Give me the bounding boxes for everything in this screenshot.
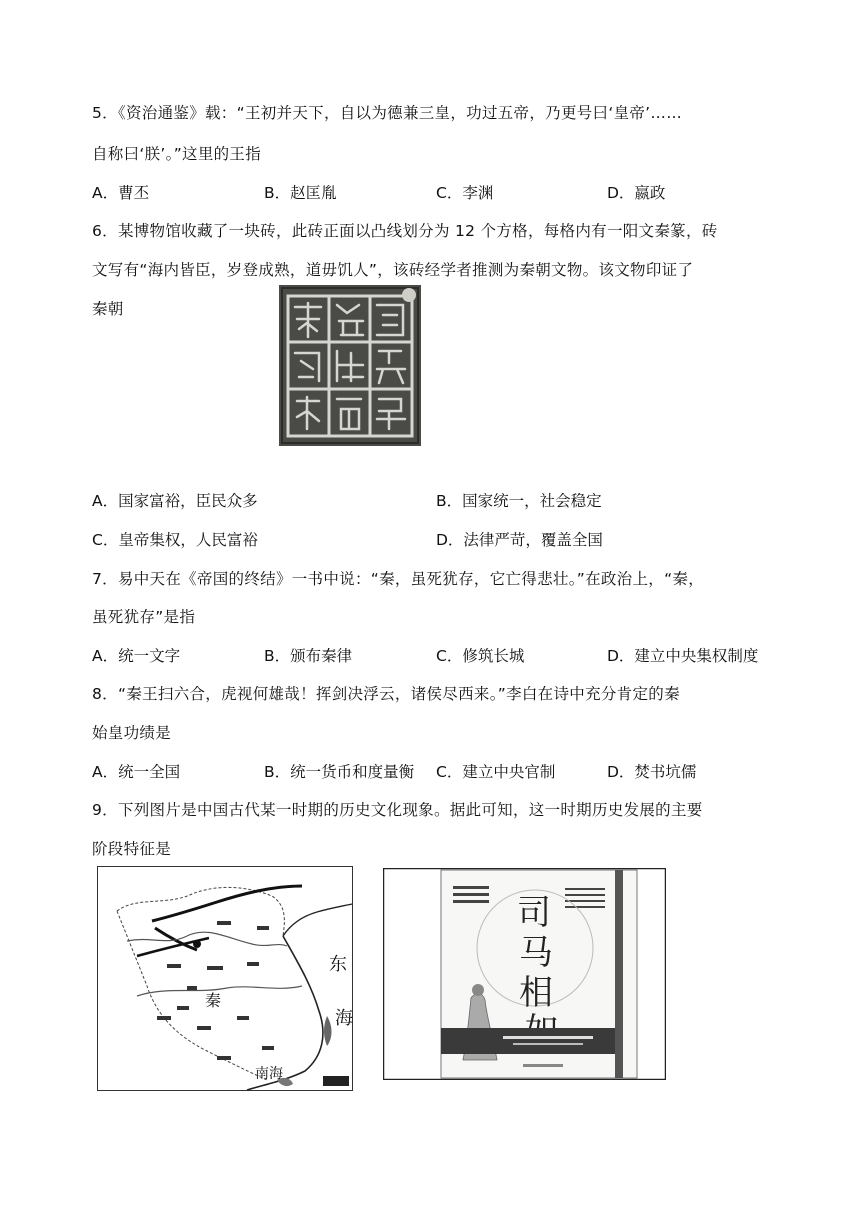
q7-option-d[interactable]: D．建立中央集权制度 [607,647,759,665]
q6-line-3: 秦朝 [92,300,124,318]
q8-line-1: 8．“秦王扫六合，虎视何雄哉！挥剑决浮云，诸侯尽西来。”李白在诗中充分肯定的秦 [92,685,680,703]
q5-line-1: 5．《资治通鉴》载：“王初并天下，自以为德兼三皇，功过五帝，乃更号曰‘皇帝’…… [92,104,682,122]
q9-line-1: 9．下列图片是中国古代某一时期的历史文化现象。据此可知，这一时期历史发展的主要 [92,801,703,819]
q7-line-2: 虽死犹存”是指 [92,608,196,626]
q8-options [92,760,772,782]
q8-option-b[interactable]: B．统一货币和度量衡 [264,763,415,781]
q5-option-d[interactable]: D．嬴政 [607,184,666,202]
q7-option-a[interactable]: A．统一文字 [92,647,181,665]
q7-option-c[interactable]: C．修筑长城 [436,647,525,665]
q6-options-row-2 [92,528,772,550]
q6-option-c[interactable]: C．皇帝集权，人民富裕 [92,531,258,549]
q5-line-2: 自称曰‘朕’。”这里的王指 [92,145,262,163]
qin-brick-image [279,285,421,446]
q7-option-b[interactable]: B．颁布秦律 [264,647,353,665]
q6-option-a[interactable]: A．国家富裕，臣民众多 [92,492,258,510]
q5-options [92,181,772,203]
qin-territory-map [97,866,353,1091]
q8-line-2: 始皇功绩是 [92,724,172,742]
q8-option-c[interactable]: C．建立中央官制 [436,763,556,781]
q8-option-d[interactable]: D．焚书坑儒 [607,763,697,781]
q6-line-2: 文写有“海内皆臣，岁登成熟，道毋饥人”，该砖经学者推测为秦朝文物。该文物印证了 [92,261,694,279]
q5-option-b[interactable]: B．赵匡胤 [264,184,337,202]
q8-option-a[interactable]: A．统一全国 [92,763,181,781]
q6-option-d[interactable]: D．法律严苛，覆盖全国 [436,531,603,549]
q7-options [92,644,772,666]
q6-option-b[interactable]: B．国家统一，社会稳定 [436,492,602,510]
sima-xiangru-book-cover [383,868,666,1080]
map-label-south-sea: 南海 [255,1066,283,1082]
q5-option-a[interactable]: A．曹丕 [92,184,150,202]
q9-line-2: 阶段特征是 [92,840,172,858]
q7-line-1: 7．易中天在《帝国的终结》一书中说：“秦，虽死犹存，它亡得悲壮。”在政治上，“秦， [92,570,705,588]
book-title-char-2: 马 [519,933,553,973]
book-title-char-3: 相 [519,973,553,1013]
q6-line-1: 6．某博物馆收藏了一块砖，此砖正面以凸线划分为 12 个方格，每格内有一阳文秦篆，砖 [92,222,718,240]
map-label-east-1: 东 [329,954,347,975]
book-title-char-1: 司 [517,893,551,933]
q6-options-row-1 [92,489,772,511]
map-label-east-2: 海 [335,1008,353,1029]
q5-option-c[interactable]: C．李渊 [436,184,494,202]
map-label-qin: 秦 [205,991,222,1010]
